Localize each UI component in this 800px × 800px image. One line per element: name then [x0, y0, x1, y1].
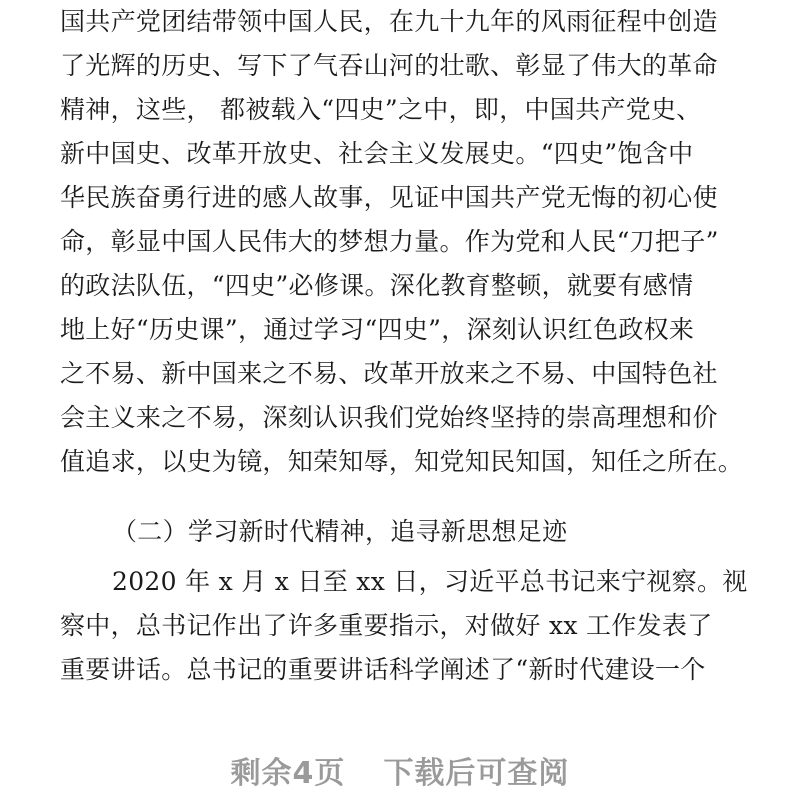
para2-line-3: 重要讲话。总书记的重要讲话科学阐述了“新时代建设一个	[60, 655, 706, 684]
body-line-1: 国共产党团结带领中国人民，在九十九年的风雨征程中创造	[60, 7, 718, 36]
body-line-2: 了光辉的历史、写下了气吞山河的壮歌、彰显了伟大的革命	[60, 51, 718, 80]
body-line-10: 会主义来之不易，深刻认识我们党始终坚持的崇高理想和价	[60, 403, 718, 432]
para2-line-2: 察中，总书记作出了许多重要指示，对做好 xx 工作发表了	[60, 611, 713, 640]
para2-line-1: 2020 年 x 月 x 日至 xx 日，习近平总书记来宁视察。视	[112, 567, 748, 596]
download-to-view-label[interactable]: 下载后可查阅	[383, 756, 570, 791]
download-prompt-bar[interactable]	[0, 740, 800, 800]
body-line-3: 精神，这些， 都被载入“四史”之中，即，中国共产党史、	[60, 95, 702, 124]
body-line-7: 的政法队伍，“四史”必修课。深化教育整顿，就要有感情	[60, 271, 694, 300]
body-line-5: 华民族奋勇行进的感人故事，见证中国共产党无悔的初心使	[60, 183, 718, 212]
remaining-pages-label[interactable]: 剩余4页	[230, 756, 346, 791]
section-heading: （二）学习新时代精神，追寻新思想足迹	[112, 517, 568, 546]
body-line-8: 地上好“历史课”，通过学习“四史”，深刻认识红色政权来	[60, 315, 695, 344]
body-line-9: 之不易、新中国来之不易、改革开放来之不易、中国特色社	[60, 359, 718, 388]
body-line-6: 命，彰显中国人民伟大的梦想力量。作为党和人民“刀把子”	[60, 227, 719, 256]
body-line-4: 新中国史、改革开放史、社会主义发展史。“四史”饱含中	[60, 139, 694, 168]
body-line-11: 值追求，以史为镜，知荣知辱，知党知民知国，知任之所在。	[60, 447, 744, 476]
